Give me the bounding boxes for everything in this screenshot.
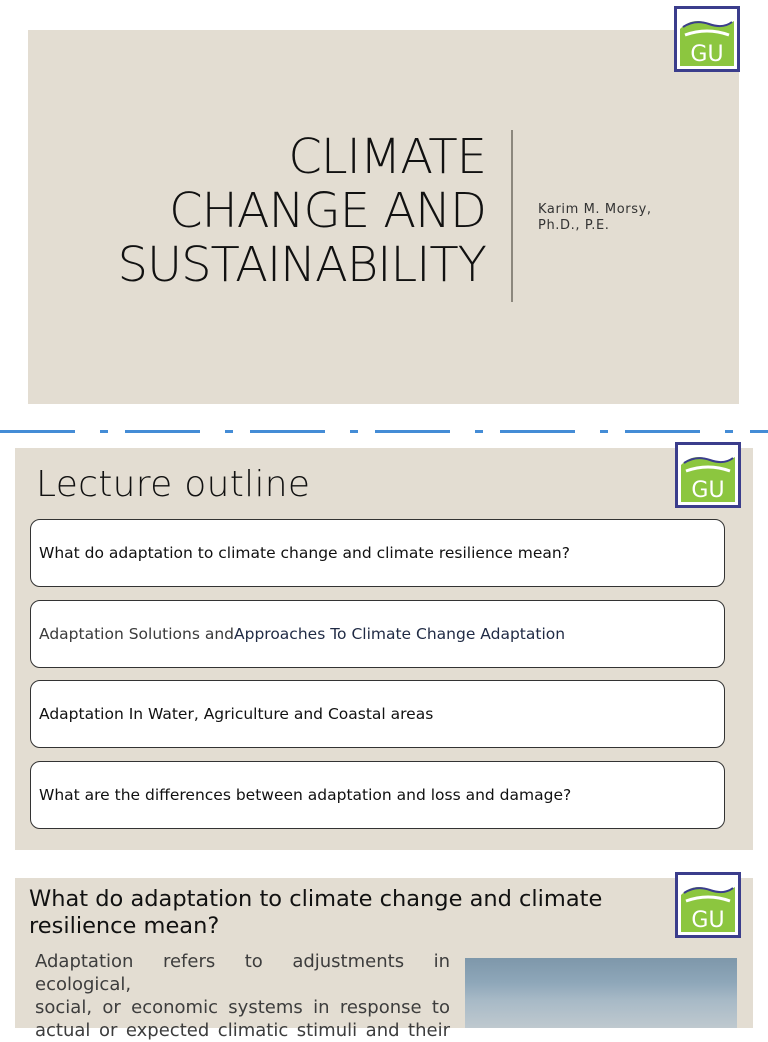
- title-line: SUSTAINABILITY: [117, 237, 486, 293]
- outline-slide: [15, 448, 753, 850]
- gu-logo-icon: [678, 445, 738, 505]
- title-slide: [28, 30, 739, 404]
- outline-item-label: What are the differences between adaptation and loss and damage?: [39, 786, 572, 804]
- author-line: Karim M. Morsy,: [538, 202, 652, 217]
- body-line: actual or expected climatic stimuli and their: [35, 1020, 450, 1041]
- slide-separator: [0, 430, 768, 433]
- svg-text:GU: GU: [690, 42, 724, 67]
- title-line: CLIMATE: [288, 129, 486, 185]
- outline-item-label: Adaptation In Water, Agriculture and Coastal areas: [39, 705, 434, 723]
- gu-logo: [674, 6, 740, 72]
- gu-logo-icon: [678, 875, 738, 935]
- presentation-title: [117, 130, 486, 292]
- outline-item-label: Adaptation Solutions and: [39, 625, 235, 643]
- gu-logo-icon: [677, 9, 737, 69]
- gu-logo: [675, 872, 741, 938]
- content-slide: [15, 878, 753, 1041]
- outline-item-label-emphasis: Approaches To Climate Change Adaptation: [234, 625, 566, 643]
- outline-item[interactable]: [30, 600, 725, 668]
- sky-photo: [465, 958, 737, 1028]
- outline-item[interactable]: [30, 761, 725, 829]
- vertical-divider: [511, 130, 513, 302]
- slide-heading: What do adaptation to climate change and climate resilience mean?: [29, 886, 603, 939]
- author-info: [538, 202, 652, 234]
- outline-item[interactable]: [30, 680, 725, 748]
- body-line: Adaptation refers to adjustments in ecological,: [35, 951, 450, 995]
- slide-body-text: [35, 950, 450, 1042]
- svg-text:GU: GU: [691, 908, 725, 933]
- gu-logo: [675, 442, 741, 508]
- svg-text:GU: GU: [691, 478, 725, 503]
- body-line: social, or economic systems in response to: [35, 997, 450, 1018]
- title-line: CHANGE AND: [169, 183, 486, 239]
- author-line: Ph.D., P.E.: [538, 218, 610, 233]
- outline-item-label: What do adaptation to climate change and climate resilience mean?: [39, 544, 570, 562]
- outline-title: Lecture outline: [36, 464, 311, 505]
- outline-item[interactable]: [30, 519, 725, 587]
